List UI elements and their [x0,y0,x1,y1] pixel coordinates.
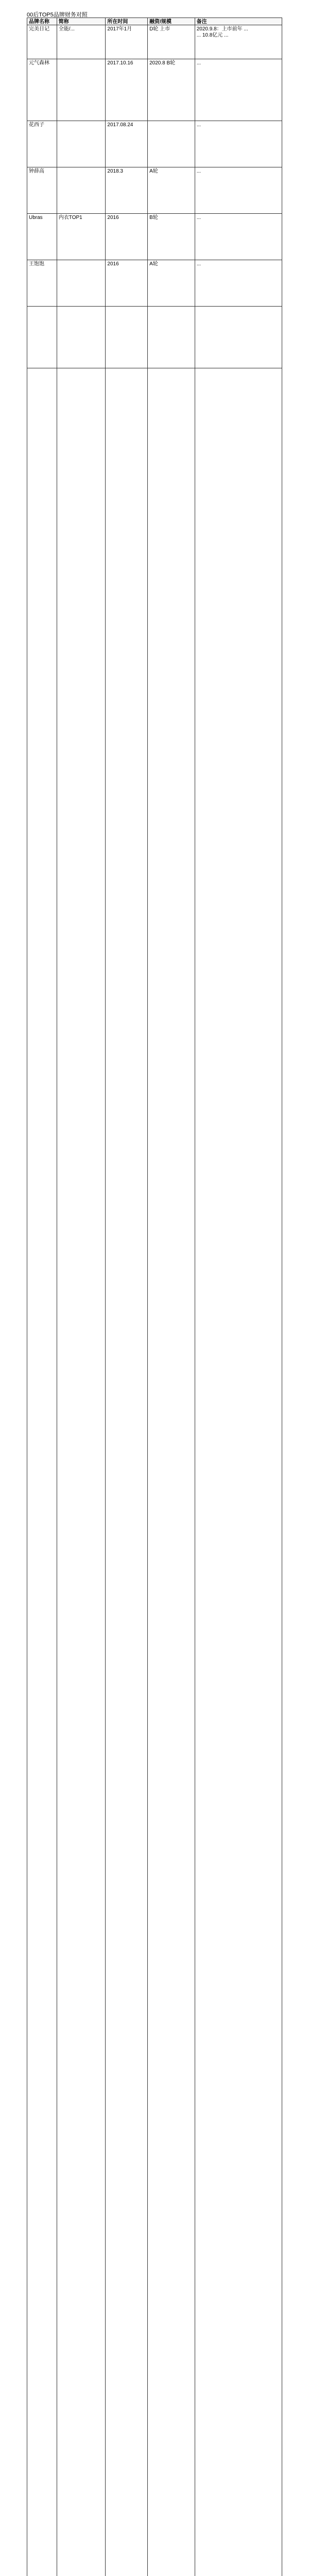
header-cell: 融资/规模 [148,18,195,25]
cell-time: 2018.3 [106,167,148,213]
header-cell: 品牌名称 [27,18,57,25]
cell-time [106,307,148,368]
cell-note: ... [196,215,201,221]
cell-note [195,368,282,2576]
cell-time: 2016 [106,260,148,306]
cell-alias [57,368,106,2576]
cell-time: 2017.10.16 [106,59,148,121]
cell-note: ... [196,168,201,174]
cell-time [106,368,148,2576]
table-row [27,214,282,260]
cell-brand [27,368,57,2576]
table-row [27,307,282,368]
cell-time: 2017年1月 [106,25,148,59]
table-row [27,260,282,307]
table-row [27,167,282,214]
page-title: 00后TOP5品牌财务对照 [27,12,88,18]
table-row [27,59,282,121]
cell-funding: 2020.8 B轮 [148,59,195,121]
cell-note: ... [196,261,201,267]
header-cell: 简称 [57,18,106,25]
table-row [27,25,282,59]
data-table [27,18,282,2576]
cell-note: ... [196,122,201,128]
header-cell: 备注 [195,18,282,25]
cell-brand: 完美日记 [27,25,57,59]
cell-brand [27,307,57,368]
cell-funding [148,368,195,2576]
cell-brand: 花西子 [27,121,57,167]
cell-funding: B轮 [148,214,195,260]
header-cell: 所在时间 [106,18,148,25]
cell-alias: 内衣TOP1 [57,214,106,260]
cell-funding: D轮 上市 [148,25,195,59]
cell-alias [57,167,106,213]
cell-alias [57,121,106,167]
cell-alias: 全能/... [57,25,106,59]
cell-brand: 元气森林 [27,59,57,121]
cell-funding [148,307,195,368]
cell-funding [148,121,195,167]
cell-note [195,307,282,368]
cell-note: 2020.9.8：上市前年 ... ... 10.8亿元 ... [196,26,248,38]
table-row [27,121,282,167]
cell-brand: 王饱饱 [27,260,57,306]
cell-alias [57,260,106,306]
cell-note: ... [196,60,201,66]
cell-brand: 钟薛高 [27,167,57,213]
table-header-row [27,18,282,25]
cell-time: 2016 [106,214,148,260]
cell-brand: Ubras [27,214,57,260]
cell-funding: A轮 [148,260,195,306]
cell-alias [57,59,106,121]
cell-alias [57,307,106,368]
table-row [27,368,282,2576]
cell-time: 2017.08.24 [106,121,148,167]
cell-funding: A轮 [148,167,195,213]
